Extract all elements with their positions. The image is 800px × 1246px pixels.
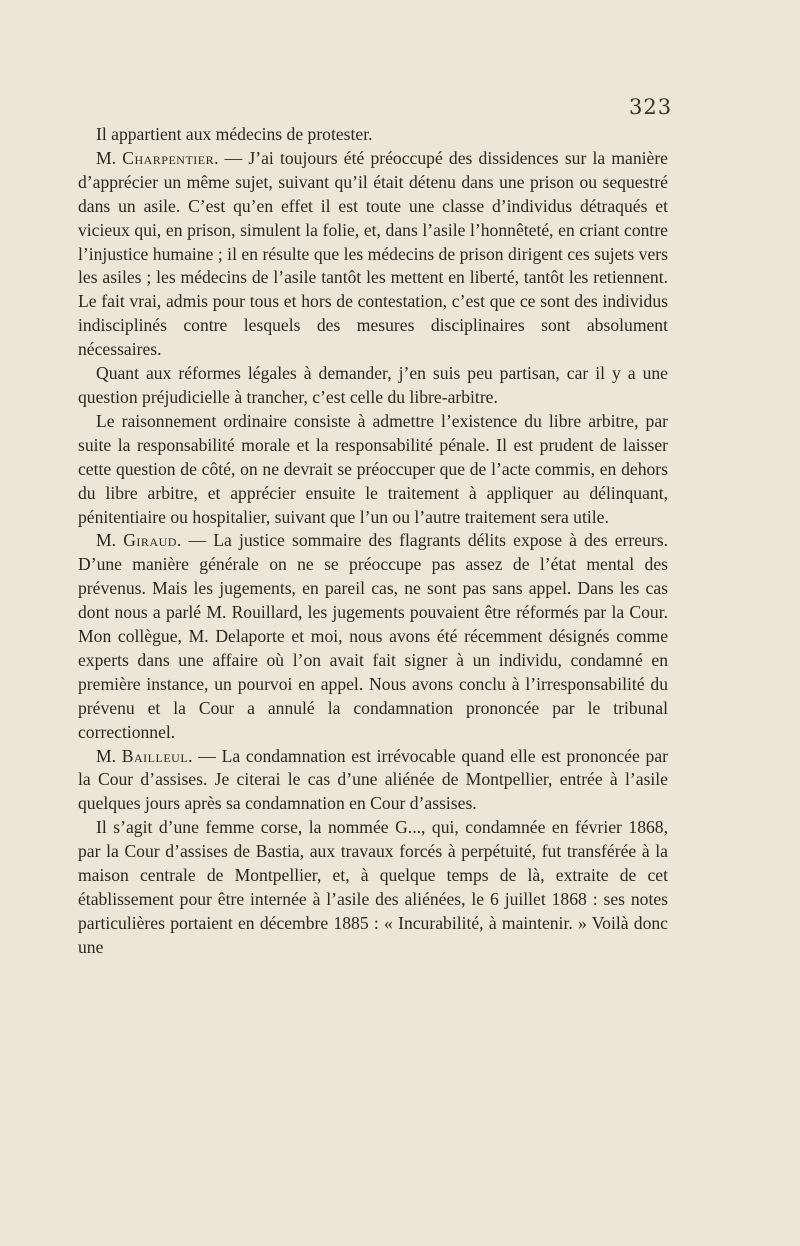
paragraph-4-text: Le raisonnement ordinaire consiste à admettre l’existence du libre arbitre, par suite la responsabilité morale et la responsabilité pénale. Il est prudent de laisser cette question de côté, on ne devrait se préoccuper que de l’acte commis, en dehors du libre arbitre, et apprécier ensuite le traitement à appliquer au délinquant, pénitentiaire ou hospitalier, suivant que l’un ou l’autre traitement sera utile. [78, 410, 668, 527]
paragraph-3 [78, 362, 668, 410]
paragraph-4 [78, 410, 668, 530]
paragraph-2 [78, 147, 668, 362]
paragraph-5 [78, 529, 668, 744]
paragraph-6 [78, 745, 668, 817]
speaker-prefix: M. [96, 147, 123, 168]
speaker-name: Giraud [123, 530, 177, 551]
speaker-name: Charpentier [122, 147, 215, 168]
speaker-prefix: M. [96, 745, 122, 766]
paragraph-1-text: Il appartient aux médecins de protester. [96, 124, 373, 144]
body-text [78, 123, 668, 960]
page-number: 323 [629, 95, 673, 119]
paragraph-3-text: Quant aux réformes légales à demander, j’en suis peu partisan, car il y a une question préjudicielle à trancher, c’est celle du libre-arbitre. [78, 363, 668, 407]
paragraph-7 [78, 816, 668, 959]
paragraph-5-text: . — La justice sommaire des flagrants délits expose à des erreurs. D’une manière générale on ne se préoccupe pas assez de l’état mental des prévenus. Mais les jugements, en pareil cas, ne sont pas sans appel. Dans les cas dont nous a parlé M. Rouillard, les jugements pouvaient être réformés par la Cour. Mon collègue, M. Delaporte et moi, nous avons été récemment désignés comme experts dans une affaire où l’on avait fait signer à un individu, condamné en première instance, un pourvoi en appel. Nous avons conclu à l’irresponsabilité du prévenu et la Cour a annulé la condamnation prononcée par le tribunal correctionnel. [78, 530, 668, 742]
paragraph-2-text: . — J’ai toujours été préoccupé des dissidences sur la manière d’apprécier un même sujet, suivant qu’il était détenu dans une prison ou sequestré dans un asile. C’est qu’en effet il est toute une classe d’individus détraqués et vicieux qui, en prison, simulent la folie, et, dans l’asile l’honnêteté, en criant contre l’injustice humaine ; il en résulte que les médecins de prison dirigent ces sujets vers les asiles ; les médecins de l’asile tantôt les mettent en liberté, tantôt les retiennent. Le fait vrai, admis pour tous et hors de contestation, c’est que ce sont des individus indisciplinés contre lesquels des mesures disciplinaires sont absolument nécessaires. [78, 147, 668, 360]
speaker-name: Bailleul [121, 745, 189, 766]
paragraph-7-text: Il s’agit d’une femme corse, la nommée G..., qui, condamnée en février 1868, par la Cour d’assises de Bastia, aux travaux forcés à perpétuité, fut transférée à la maison centrale de Montpellier, et, à quelque temps de là, extraite de cet établissement pour être internée à l’asile des aliénées, le 6 juillet 1868 : ses notes particulières portaient en décembre 1885 : « Incurabilité, à maintenir. » Voilà donc une [78, 817, 668, 957]
paragraph-1 [78, 123, 668, 147]
speaker-prefix: M. [96, 530, 124, 551]
paragraph-6-text: . — La condamnation est irrévocable quand elle est prononcée par la Cour d’assises. Je citerai le cas d’une aliénée de Montpellier, entrée à l’asile quelques jours après sa condamnation en Cour d’assises. [78, 745, 668, 814]
